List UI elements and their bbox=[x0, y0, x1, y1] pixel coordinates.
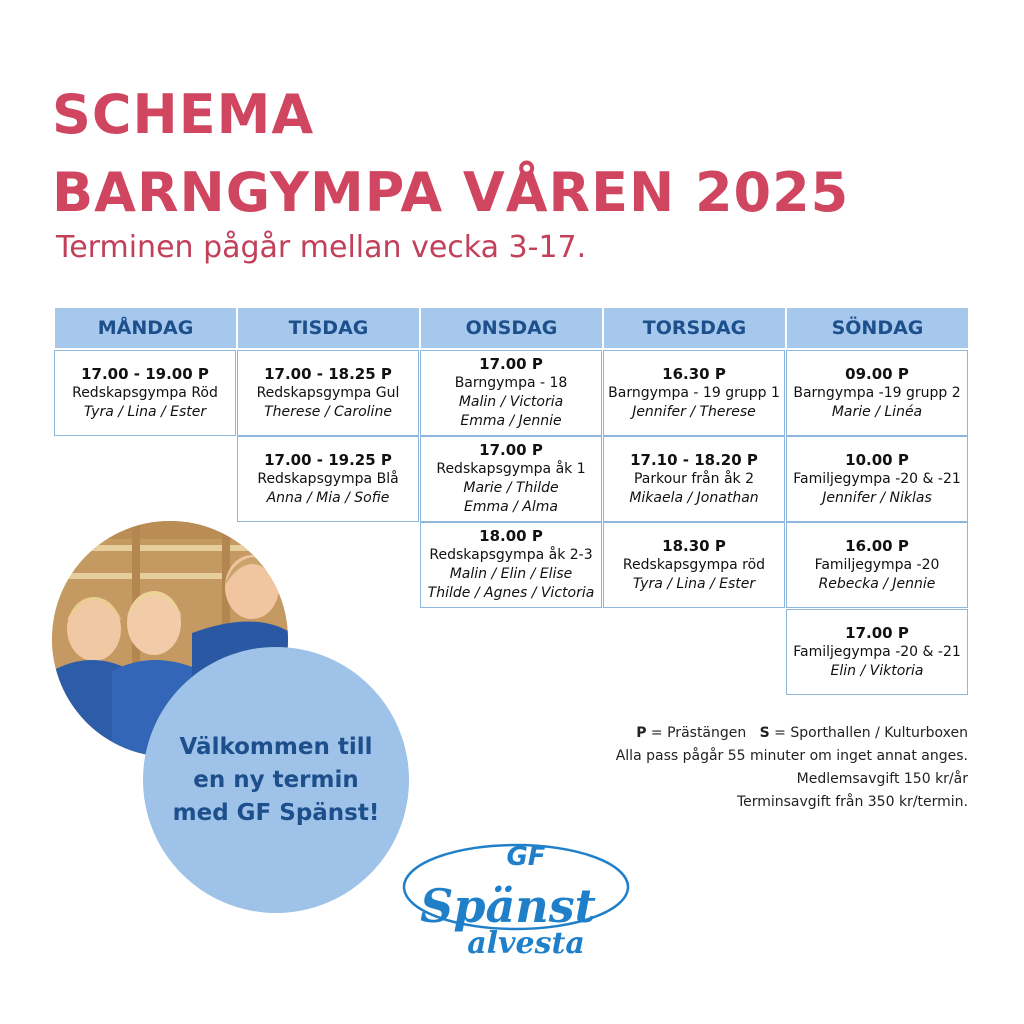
schedule-cell bbox=[420, 436, 602, 522]
session-time: 16.00 P bbox=[845, 536, 909, 555]
session-class: Parkour från åk 2 bbox=[633, 470, 755, 487]
session-leaders: Elin / Viktoria bbox=[830, 662, 924, 679]
session-time: 18.00 P bbox=[479, 527, 543, 545]
schedule-cell bbox=[237, 436, 419, 522]
note-membership-fee: Medlemsavgift 150 kr/år bbox=[796, 771, 968, 787]
session-leaders: Therese / Caroline bbox=[264, 403, 392, 420]
session-time: 17.10 - 18.20 P bbox=[630, 450, 758, 469]
session-leaders: Marie / Thilde bbox=[463, 480, 559, 496]
session-time: 18.30 P bbox=[662, 536, 726, 555]
session-time: 17.00 - 19.25 P bbox=[264, 450, 392, 469]
logo-alvesta: alvesta bbox=[467, 926, 585, 961]
notes-block bbox=[616, 722, 968, 814]
session-leaders: Anna / Mia / Sofie bbox=[266, 489, 390, 506]
schedule-cell bbox=[603, 436, 785, 522]
gf-spanst-logo bbox=[388, 827, 638, 967]
session-class: Barngympa -19 grupp 2 bbox=[793, 384, 961, 401]
session-class: Familjegympa -20 & -21 bbox=[793, 470, 961, 487]
day-header-0: MÅNDAG bbox=[54, 307, 237, 349]
session-class: Redskapsgympa åk 2-3 bbox=[429, 547, 593, 563]
session-time: 16.30 P bbox=[662, 364, 726, 383]
legend-s-key: S bbox=[759, 725, 770, 741]
legend-p-text: = Prästängen bbox=[646, 725, 747, 741]
title-line-1: SCHEMA bbox=[52, 83, 315, 146]
day-header-3: TORSDAG bbox=[603, 307, 786, 349]
session-leaders: Rebecka / Jennie bbox=[818, 575, 936, 592]
session-leaders: Emma / Alma bbox=[463, 499, 558, 515]
session-time: 17.00 P bbox=[845, 623, 909, 642]
schedule-cell bbox=[237, 350, 419, 436]
session-class: Redskapsgympa Blå bbox=[257, 470, 399, 487]
session-time: 17.00 P bbox=[479, 441, 543, 459]
session-leaders: Marie / Linéa bbox=[831, 403, 923, 420]
session-leaders: Tyra / Lina / Ester bbox=[632, 575, 756, 592]
schedule-cell bbox=[420, 350, 602, 436]
session-class: Redskapsgympa Röd bbox=[72, 384, 218, 401]
session-leaders: Malin / Victoria bbox=[458, 394, 564, 410]
session-class: Redskapsgympa röd bbox=[622, 556, 766, 573]
session-time: 10.00 P bbox=[845, 450, 909, 469]
legend-line bbox=[616, 722, 968, 745]
schedule-cell bbox=[420, 522, 602, 608]
legend-p-key: P bbox=[636, 725, 647, 741]
session-class: Barngympa - 18 bbox=[454, 375, 568, 391]
schedule-cell bbox=[786, 609, 968, 695]
schedule-cell bbox=[54, 350, 236, 436]
day-header-2: ONSDAG bbox=[420, 307, 603, 349]
session-leaders: Emma / Jennie bbox=[460, 413, 562, 429]
welcome-bubble bbox=[143, 647, 409, 913]
session-leaders: Jennifer / Therese bbox=[632, 403, 756, 420]
day-header-4: SÖNDAG bbox=[786, 307, 969, 349]
note-duration: Alla pass pågår 55 minuter om inget annat anges. bbox=[615, 748, 968, 764]
schedule-cell bbox=[786, 350, 968, 436]
session-time: 17.00 - 18.25 P bbox=[264, 364, 392, 383]
session-leaders: Malin / Elin / Elise bbox=[449, 566, 573, 582]
logo-gf: GF bbox=[506, 842, 546, 872]
legend-s-text: = Sporthallen / Kulturboxen bbox=[769, 725, 968, 741]
schedule-cell bbox=[786, 522, 968, 608]
schedule-cell bbox=[603, 522, 785, 608]
schedule-cell bbox=[603, 350, 785, 436]
session-time: 17.00 P bbox=[479, 355, 543, 373]
welcome-text: Välkommen till en ny termin med GF Spänst! bbox=[172, 733, 380, 826]
session-leaders: Tyra / Lina / Ester bbox=[83, 403, 207, 420]
subtitle: Terminen pågår mellan vecka 3-17. bbox=[56, 230, 587, 265]
session-leaders: Thilde / Agnes / Victoria bbox=[427, 585, 595, 601]
day-header-1: TISDAG bbox=[237, 307, 420, 349]
session-leaders: Mikaela / Jonathan bbox=[629, 489, 759, 506]
schedule-cell bbox=[786, 436, 968, 522]
session-leaders: Jennifer / Niklas bbox=[822, 489, 932, 506]
session-class: Redskapsgympa åk 1 bbox=[436, 461, 586, 477]
logo-spanst: Spänst bbox=[420, 879, 596, 933]
session-class: Familjegympa -20 & -21 bbox=[793, 643, 961, 660]
session-time: 17.00 - 19.00 P bbox=[81, 364, 209, 383]
session-class: Familjegympa -20 bbox=[814, 556, 940, 573]
session-class: Barngympa - 19 grupp 1 bbox=[608, 384, 780, 401]
title-line-2: BARNGYMPA VÅREN 2025 bbox=[52, 161, 850, 224]
session-time: 09.00 P bbox=[845, 364, 909, 383]
session-class: Redskapsgympa Gul bbox=[256, 384, 400, 401]
note-term-fee: Terminsavgift från 350 kr/termin. bbox=[736, 794, 968, 810]
